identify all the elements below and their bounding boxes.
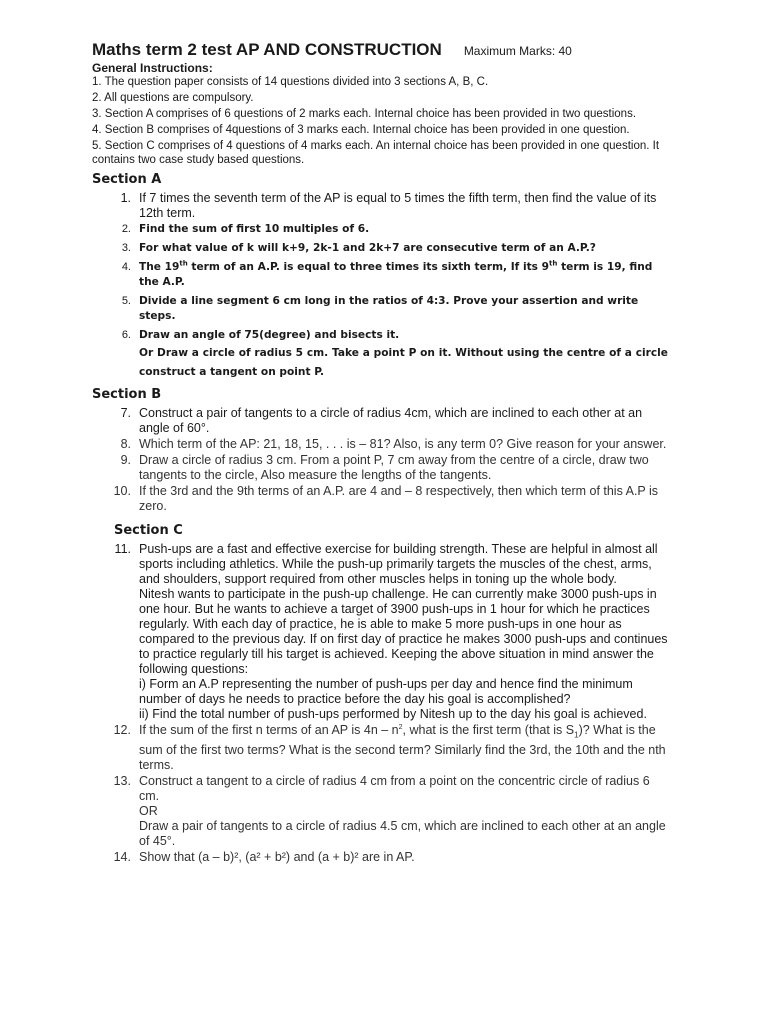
question-number: 10. bbox=[113, 484, 131, 498]
question-12 bbox=[92, 723, 668, 773]
question-8 bbox=[92, 437, 668, 452]
instruction-item: 3. Section A comprises of 6 questions of 2 marks each. Internal choice has been provided in two questions. bbox=[92, 108, 637, 120]
question-text: If the 3rd and the 9th terms of an A.P. are 4 and – 8 respectively, then which term of this A.P is zero. bbox=[139, 484, 659, 513]
text-part: term is 19, find the A.P. bbox=[139, 261, 653, 288]
superscript: 2 bbox=[398, 723, 403, 731]
question-text: Draw an angle of 75(degree) and bisects it. bbox=[139, 329, 400, 341]
question-2 bbox=[92, 222, 668, 237]
question-number: 5. bbox=[121, 295, 131, 307]
text-part: The 19 bbox=[139, 261, 180, 273]
question-1 bbox=[92, 191, 668, 221]
section-a-questions bbox=[92, 191, 668, 343]
question-text: Find the sum of first 10 multiples of 6. bbox=[139, 223, 370, 235]
superscript: th bbox=[179, 259, 188, 268]
question-text bbox=[139, 723, 668, 773]
question-text: Construct a pair of tangents to a circle of radius 4cm, which are inclined to each other at an angle of 60°. bbox=[139, 406, 643, 435]
section-b-heading: Section B bbox=[92, 387, 162, 402]
section-b-questions bbox=[92, 406, 668, 514]
header bbox=[92, 40, 668, 60]
question-number: 6. bbox=[121, 329, 131, 341]
question-number: 8. bbox=[120, 437, 131, 451]
question-number: 12. bbox=[113, 723, 131, 737]
question-number: 1. bbox=[120, 191, 131, 205]
question-number: 9. bbox=[120, 453, 131, 467]
question-text: Show that (a – b)², (a² + b²) and (a + b)² are in AP. bbox=[139, 849, 415, 864]
question-10 bbox=[92, 484, 668, 514]
question-3 bbox=[92, 241, 668, 256]
question-text: Which term of the AP: 21, 18, 15, . . . is – 81? Also, is any term 0? Give reason for your answer. bbox=[139, 437, 667, 451]
question-text bbox=[139, 774, 668, 849]
instruction-item: 1. The question paper consists of 14 questions divided into 3 sections A, B, C. bbox=[92, 76, 489, 88]
question-text: For what value of k will k+9, 2k-1 and 2k+7 are consecutive term of an A.P.? bbox=[139, 242, 596, 254]
text-part: term of an A.P. is equal to three times its sixth term, If its 9 bbox=[187, 261, 550, 273]
question-number: 7. bbox=[120, 406, 131, 420]
section-c-heading: Section C bbox=[114, 523, 183, 538]
question-number: 3. bbox=[121, 242, 131, 254]
question-text bbox=[139, 542, 668, 722]
text-part: If the sum of the first n terms of an AP is 4n – n bbox=[139, 723, 399, 737]
question-number: 4. bbox=[121, 261, 131, 273]
subscript: 1 bbox=[574, 730, 579, 740]
text-part: )? What is the sum of the first two terms? What is the second term? Similarly find the 3rd, the 10th and the nth terms. bbox=[139, 723, 666, 772]
case-study-paragraph: Nitesh wants to participate in the push-up challenge. He can currently make 3000 push-ups in one hour. But he wants to achieve a target of 3900 push-ups in 1 hour for which he practices regularly. With each day of practice, he is able to make 5 more push-ups in one hour as compared to the previous day. If on first day of practice he makes 3000 push-ups and continues to practice regularly till his target is achieved. Keeping the above situation in mind answer the following questions: bbox=[139, 587, 668, 676]
instruction-item: 4. Section B comprises of 4questions of 3 marks each. Internal choice has been provided in one question. bbox=[92, 124, 630, 136]
question-13 bbox=[92, 774, 668, 849]
question-part: ii) Find the total number of push-ups performed by Nitesh up to the day his goal is achieved. bbox=[139, 707, 647, 721]
question-11 bbox=[92, 542, 668, 722]
question-main: Construct a tangent to a circle of radius 4 cm from a point on the concentric circle of radius 6 cm. bbox=[139, 773, 650, 803]
question-6 bbox=[92, 328, 668, 343]
question-number: 14. bbox=[113, 849, 131, 864]
superscript: th bbox=[549, 259, 558, 268]
section-c-questions bbox=[92, 542, 668, 865]
instructions-heading: General Instructions: bbox=[92, 61, 213, 75]
instruction-item: 5. Section C comprises of 4 questions of 4 marks each. An internal choice has been provided in one question. It contains two case study based questions. bbox=[92, 140, 660, 166]
question-text: If 7 times the seventh term of the AP is equal to 5 times the fifth term, then find the value of its 12th term. bbox=[139, 191, 657, 220]
question-text bbox=[139, 260, 668, 290]
question-number: 11. bbox=[114, 542, 131, 556]
question-9 bbox=[92, 453, 668, 483]
text-part: , what is the first term (that is S bbox=[402, 723, 575, 737]
maximum-marks: Maximum Marks: 40 bbox=[463, 44, 572, 58]
question-number: 2. bbox=[121, 223, 131, 235]
question-number: 13. bbox=[113, 773, 131, 788]
case-study-paragraph: Push-ups are a fast and effective exercise for building strength. These are helpful in almost all sports including athletics. While the push-up primarily targets the muscles of the chest, arms, and shoulders, support required from other muscles helps in toning up the whole body. bbox=[139, 542, 658, 586]
question-7 bbox=[92, 406, 668, 436]
question-alternative: Draw a pair of tangents to a circle of radius 4.5 cm, which are inclined to each other at an angle of 45°. bbox=[139, 818, 666, 848]
question-5 bbox=[92, 294, 668, 324]
question-14 bbox=[92, 850, 668, 865]
question-text: Divide a line segment 6 cm long in the ratios of 4:3. Prove your assertion and write steps. bbox=[139, 295, 639, 322]
question-part: i) Form an A.P representing the number of push-ups per day and hence find the minimum number of days he needs to practice before the day his goal is accomplished? bbox=[139, 677, 633, 706]
instruction-item: 2. All questions are compulsory. bbox=[92, 92, 254, 104]
question-text: Draw a circle of radius 3 cm. From a point P, 7 cm away from the centre of a circle, draw two tangents to the circle, Also measure the lengths of the tangents. bbox=[139, 453, 649, 482]
page-title: Maths term 2 test AP AND CONSTRUCTION bbox=[92, 40, 442, 59]
section-a-heading: Section A bbox=[92, 172, 162, 187]
question-6-alternative: Or Draw a circle of radius 5 cm. Take a point P on it. Without using the centre of a circle construct a tangent on point P. bbox=[139, 347, 668, 378]
or-label: OR bbox=[139, 803, 158, 818]
question-4 bbox=[92, 260, 668, 290]
